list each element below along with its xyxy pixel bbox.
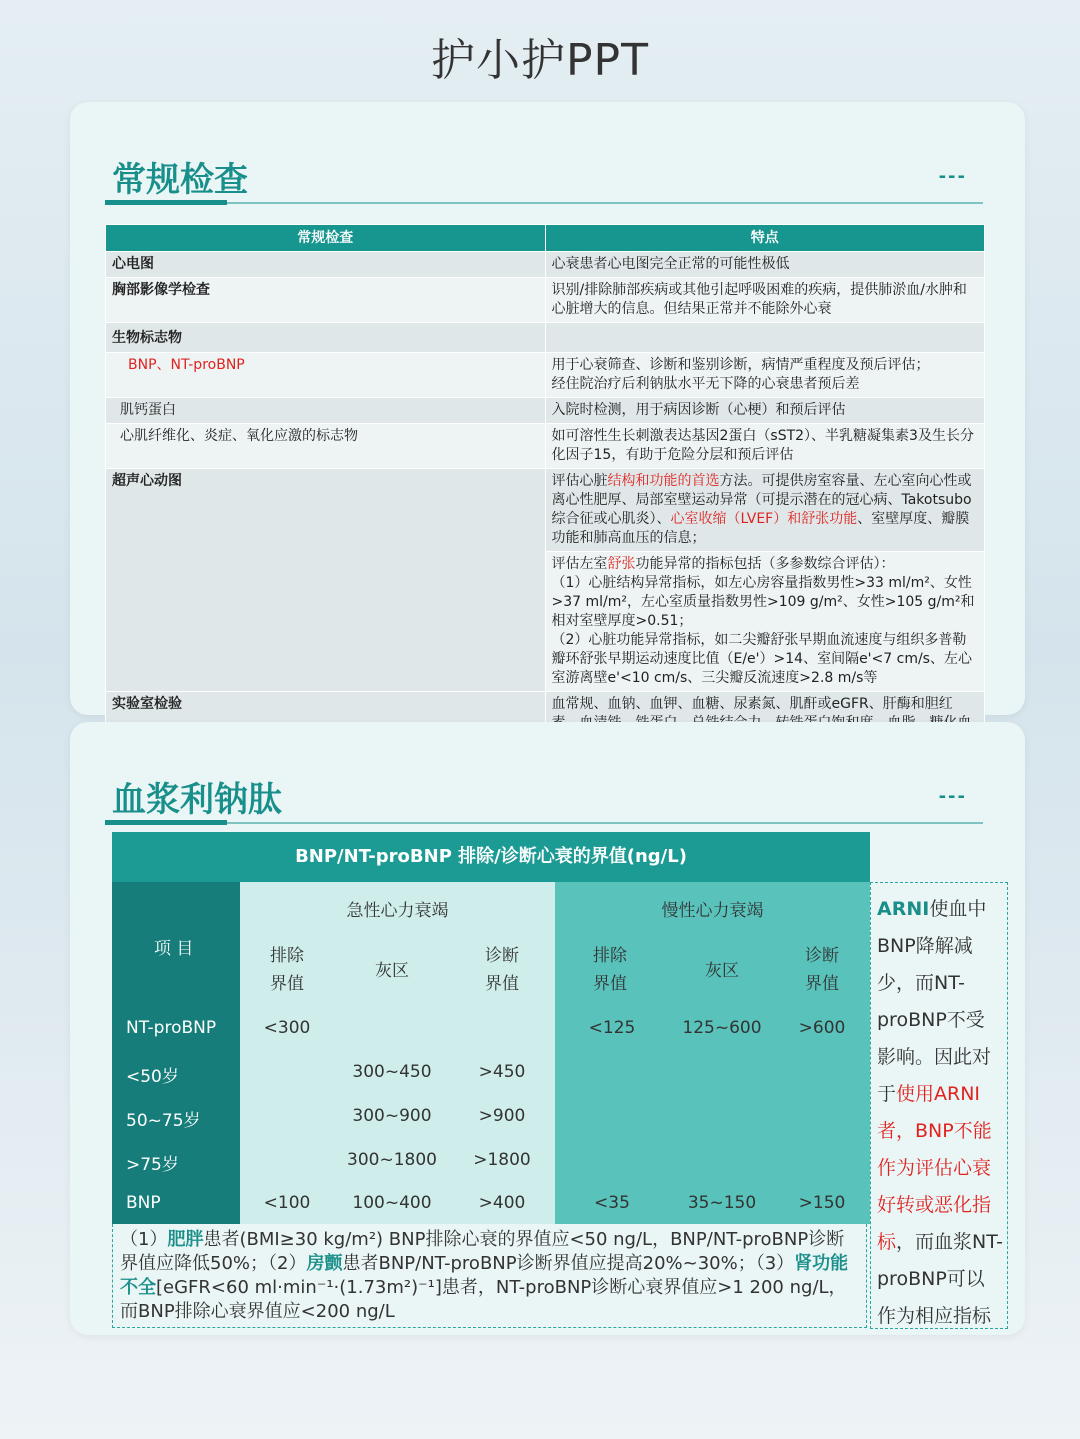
row-desc: 心衰患者心电图完全正常的可能性极低: [545, 252, 985, 278]
text: 评估左室: [551, 556, 608, 572]
row-label: 胸部影像学检查: [106, 278, 546, 323]
chronic-ruleout-header: 排除 界值: [593, 946, 627, 994]
row-label: 超声心动图: [106, 469, 546, 692]
row-desc: 入院时检测，用于病因诊断（心梗）和预后评估: [545, 398, 985, 424]
table-row: [106, 353, 985, 398]
chronic-column: [555, 882, 870, 1224]
cell: <125: [588, 1018, 636, 1038]
highlight: 使用ARNI者，BNP不能作为评估心衰好转或恶化指标: [877, 1083, 992, 1253]
text: 患者(BMI≥30 kg/m²) BNP排除心衰的界值应<50 ng/L，BNP/NT-proBNP诊断界值应降低50%；（2）: [120, 1229, 845, 1274]
cell: 300~450: [352, 1062, 432, 1082]
highlight: 心室收缩（LVEF）和舒张功能: [670, 511, 858, 527]
row-label: <50岁: [126, 1067, 179, 1087]
arni-side-note: [870, 882, 1008, 1329]
chronic-header: 慢性心力衰竭: [661, 901, 764, 921]
row-label: NT-proBNP: [126, 1018, 217, 1038]
bnp-desc-line: 经住院治疗后利钠肽水平无下降的心衰患者预后差: [551, 376, 860, 392]
text: 评估心脏: [551, 473, 608, 489]
table-row: [106, 398, 985, 424]
row-label: 心电图: [106, 252, 546, 278]
section-title-routine: 常规检查: [112, 160, 248, 200]
text: （1）: [120, 1229, 168, 1250]
cell: >150: [798, 1193, 846, 1213]
cell: <35: [594, 1193, 630, 1213]
section-divider: [105, 202, 983, 204]
bnp-cutoff-table: [112, 832, 870, 1224]
echo-desc-1: [545, 469, 985, 552]
section-title-bnp: 血浆利钠肽: [112, 780, 282, 820]
row-desc: [545, 323, 985, 353]
row-desc: 如可溶性生长刺激表达基因2蛋白（sST2）、半乳糖凝集素3及生长分化因子15，有助于危险分层和预后评估: [545, 424, 985, 469]
cell: 300~900: [352, 1106, 432, 1126]
cell: >600: [798, 1018, 846, 1038]
row-label: 实验室检验: [106, 692, 546, 756]
cell: 300~1800: [347, 1150, 437, 1170]
text: 患者BNP/NT-proBNP诊断界值应提高20%~30%；（3）: [342, 1253, 795, 1274]
row-label: 心肌纤维化、炎症、氧化应激的标志物: [106, 424, 546, 469]
table-row: [106, 424, 985, 469]
chronic-gray-header: 灰区: [705, 961, 739, 981]
cell: <100: [263, 1193, 311, 1213]
highlight: 结构和功能的首选: [607, 473, 720, 489]
natriuretic-peptide-card: [70, 722, 1025, 1335]
cell: >900: [478, 1106, 526, 1126]
text: 方法。可提供房室容量、左心室向心性或离心性肥厚、局部室壁运动异常（可提示潜在的冠心病、Takotsubo综合征或心肌炎）、: [551, 473, 972, 527]
section-divider: [105, 822, 983, 824]
page-title: 护小护PPT: [431, 35, 649, 86]
row-desc: 血常规、血钠、血钾、血糖、尿素氮、肌酐或eGFR、肝酶和胆红: [545, 692, 985, 756]
item-header: 项 目: [154, 939, 194, 959]
bnp-desc-line: 用于心衰筛查、诊断和鉴别诊断，病情严重程度及预后评估；: [551, 357, 930, 373]
keyword: 肥胖: [167, 1229, 204, 1250]
row-label: BNP: [126, 1193, 161, 1213]
echo-criteria-1: （1）心脏结构异常指标，如左心房容量指数男性>33 ml/m²、女性>37 ml/m²，左心室质量指数男性>109 g/m²、女性>105 g/m²和相对室壁厚度>0.51；: [551, 575, 975, 629]
acute-header: 急性心力衰竭: [346, 901, 449, 921]
table-row: [106, 252, 985, 278]
routine-exam-table: [105, 224, 985, 756]
echo-desc-2: [545, 552, 985, 692]
acute-ruleout-header: 排除 界值: [270, 946, 304, 994]
cell: <300: [263, 1018, 311, 1038]
table-header-row: [106, 225, 985, 252]
cell: 100~400: [352, 1193, 432, 1213]
table-row: [106, 278, 985, 323]
acute-column: [240, 882, 555, 1224]
echo-criteria-2: （2）心脏功能异常指标，如二尖瓣舒张早期血流速度与组织多普勒瓣环舒张早期运动速度比值（E/e'）>14、室间隔e'<7 cm/s、左心室游离壁e'<10 cm/s、三尖瓣反流速度>2.8 m/s等: [551, 632, 972, 686]
header-exam: 常规检查: [106, 225, 546, 252]
row-label: >75岁: [126, 1155, 179, 1175]
text: 使血中BNP降解减少，而NT-proBNP不受影响。因此对于: [877, 898, 992, 1105]
row-desc: 识别/排除肺部疾病或其他引起呼吸困难的疾病，提供肺淤血/水肿和心脏增大的信息。但结果正常并不能除外心衰: [545, 278, 985, 323]
cell: 35~150: [687, 1193, 757, 1213]
dash-decoration: ---: [938, 166, 967, 187]
row-label: 生物标志物: [106, 323, 546, 353]
row-label: 肌钙蛋白: [106, 398, 546, 424]
cell: >400: [478, 1193, 526, 1213]
cell: >1800: [473, 1150, 531, 1170]
cell: 125~600: [682, 1018, 762, 1038]
text: ，而血浆NT-proBNP可以作为相应指标: [877, 1231, 1003, 1327]
bnp-table-title: BNP/NT-proBNP 排除/诊断心衰的界值(ng/L): [112, 832, 870, 882]
table-row: [106, 469, 985, 552]
row-desc: [545, 353, 985, 398]
text: 、室壁厚度、瓣膜功能和肺高血压的信息；: [551, 511, 970, 546]
row-label: 50~75岁: [126, 1111, 201, 1131]
chronic-diag-header: 诊断 界值: [805, 946, 839, 994]
header-feature: 特点: [545, 225, 985, 252]
cell: >450: [478, 1062, 526, 1082]
bnp-table-grid: [112, 882, 870, 1224]
table-row: [106, 323, 985, 353]
echo-desc-2-intro: [552, 555, 979, 574]
keyword: ARNI: [877, 898, 930, 920]
text: 功能异常的指标包括（多参数综合评估）：: [635, 556, 895, 572]
text: [eGFR<60 ml·min⁻¹·(1.73m²)⁻¹]患者，NT-proBNP诊断心衰界值应>1 200 ng/L，而BNP排除心衰界值应<200 ng/L: [120, 1277, 847, 1322]
keyword: 肾功能不全: [120, 1253, 849, 1298]
row-label: BNP、NT-proBNP: [106, 353, 546, 398]
highlight: 舒张: [607, 556, 636, 572]
routine-exam-card: [70, 102, 1025, 715]
acute-gray-header: 灰区: [375, 961, 409, 981]
bnp-footnote: [112, 1224, 867, 1328]
dash-decoration: ---: [938, 786, 967, 807]
acute-diag-header: 诊断 界值: [485, 946, 519, 994]
keyword: 房颤: [306, 1253, 343, 1274]
